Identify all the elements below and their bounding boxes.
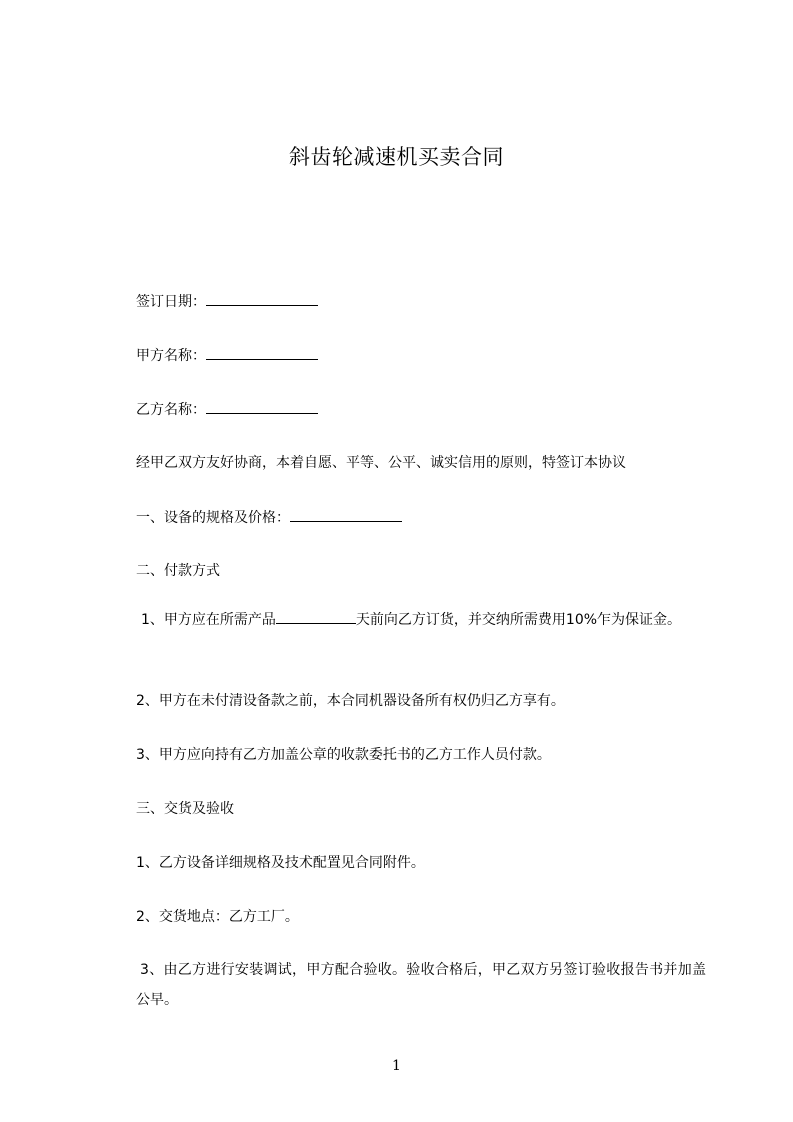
- sign-date-label: 签订日期：: [136, 294, 206, 310]
- section2-item3: 3、甲方应向持有乙方加盖公章的收款委托书的乙方工作人员付款。: [136, 747, 551, 763]
- sign-date-line: [136, 291, 318, 312]
- party-a-blank: [206, 345, 318, 360]
- section3-item2: 2、交货地点：乙方工厂。: [136, 909, 299, 925]
- party-b-blank: [206, 399, 318, 414]
- party-a-line: [136, 345, 318, 366]
- document-title: 斜齿轮减速机买卖合同: [289, 145, 504, 169]
- page-number: 1: [392, 1058, 401, 1074]
- section2-item1-pre: 1、甲方应在所需产品: [141, 612, 276, 628]
- section3-heading: 三、交货及验收: [136, 801, 234, 817]
- section1-heading: 一、设备的规格及价格：: [136, 510, 290, 526]
- party-b-label: 乙方名称：: [136, 402, 206, 418]
- sign-date-blank: [206, 291, 318, 306]
- section1-line: [136, 507, 402, 528]
- intro-paragraph: 经甲乙双方友好协商，本着自愿、平等、公平、诚实信用的原则，特签订本协议: [136, 455, 626, 471]
- section2-item1-post: 天前向乙方订货，并交纳所需费用10%乍为保证金。: [355, 612, 682, 628]
- section2-item2: 2、甲方在未付清设备款之前，本合同机器设备所有权仍归乙方享有。: [136, 693, 565, 709]
- section1-blank: [290, 507, 402, 522]
- section3-item3: 3、由乙方进行安装调试，甲方配合验收。验收合格后，甲乙双方另签订验收报告书并加盖公早。: [136, 962, 706, 1008]
- section2-heading: 二、付款方式: [136, 563, 220, 579]
- party-b-line: [136, 399, 318, 420]
- section2-item1-blank: [276, 609, 356, 624]
- party-a-label: 甲方名称：: [136, 348, 206, 364]
- section2-item1: [136, 605, 706, 635]
- section3-item1: 1、乙方设备详细规格及技术配置见合同附件。: [136, 855, 425, 871]
